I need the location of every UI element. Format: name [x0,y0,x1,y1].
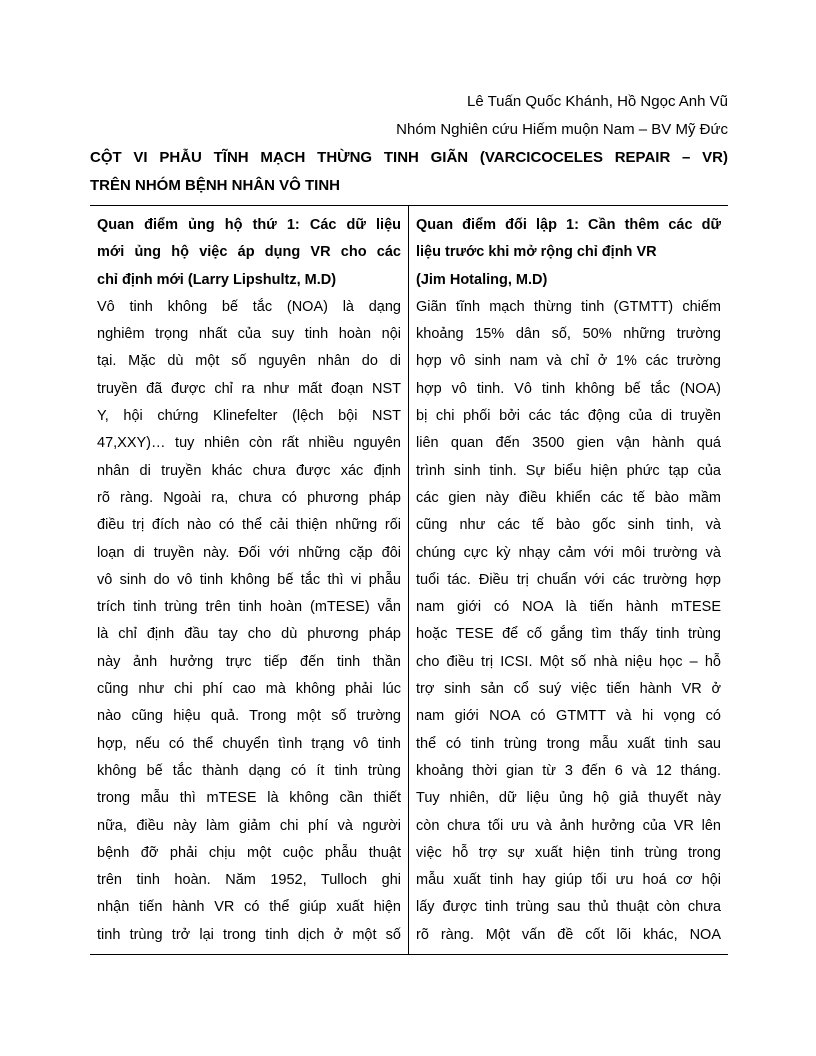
page-content [90,88,728,955]
text-line: nghiêm trọng nhất của suy tinh hoàn nội [97,326,401,343]
text-line: lấy được tinh trùng sau thủ thuật còn chưa [416,899,721,916]
text-line: trên tinh hoàn. Năm 1952, Tulloch ghi [97,872,401,889]
text-line: loạn di truyền này. Đối với những cặp đôi [97,544,401,561]
text-line: hợp vô sinh nam và chỉ ở 1% các trường [416,353,721,370]
text-line: khoảng 15% dân số, 50% những trường [416,326,721,343]
text-line: mẫu xuất tinh hay giúp tối ưu hoá cơ hội [416,872,721,889]
text-line: bị chi phối bởi các tác động của di truyền [416,408,721,425]
text-line: mới ủng hộ việc áp dụng VR cho các [97,244,401,261]
text-line: hoặc TESE để cố gắng tìm thấy tinh trùng [416,626,721,643]
text-line: Y, hội chứng Klinefelter (lệch bội NST [97,408,401,425]
text-line: trợ sinh sản cổ suý việc tiến hành VR ở [416,681,721,698]
text-line: liên quan đến 3500 gien vận hành quá [416,435,721,452]
text-line: chúng cực kỳ nhạy cảm với môi trường và [416,544,721,561]
paragraph [97,212,401,294]
table-body-right [416,294,721,949]
text-line: nam giới có NOA là tiến hành mTESE [416,599,721,616]
text-line: cho điều trị ICSI. Một số nhà niệu học – hỗ [416,653,721,670]
affiliation-line: Nhóm Nghiên cứu Hiếm muộn Nam – BV Mỹ Đức [396,121,728,138]
text-line: cũng như chi phí cao mà không phải lúc [97,681,401,698]
text-line: nam giới NOA có GTMTT và hi vọng có [416,708,721,725]
page-header [90,88,728,144]
text-line: Tuy nhiên, dữ liệu ủng hộ giả thuyết này [416,790,721,807]
comparison-table [90,205,728,955]
text-line: nữa, điều này làm giảm chi phí và người [97,817,401,834]
text-line: hợp, nếu có thể chuyển tình trạng vô tinh [97,735,401,752]
table-header-right [416,212,721,294]
table-header-left [97,212,401,294]
text-line: không bế tắc thành dạng có ít tinh trùng [97,762,401,779]
text-line: hợp vô tinh. Vô tinh không bế tắc (NOA) [416,380,721,397]
table-body-left [97,294,401,949]
text-line: tại. Mặc dù một số nguyên nhân do di [97,353,401,370]
text-line: 47,XXY)… tuy nhiên còn rất nhiều nguyên [97,435,401,452]
table-column-right [409,206,728,954]
text-line: TRÊN NHÓM BỆNH NHÂN VÔ TINH [90,177,340,194]
text-line: tinh trùng trở lại trong tinh dịch ở một số [97,926,401,943]
text-line: trích tinh trùng trên tinh hoàn (mTESE) vẫn [97,599,401,616]
text-line: (Jim Hotaling, M.D) [416,271,548,288]
text-line: Quan điểm đối lập 1: Cần thêm các dữ [416,217,721,233]
text-line: Giãn tĩnh mạch thừng tinh (GTMTT) chiếm [416,298,721,315]
text-line: khoảng thời gian từ 3 đến 6 và 12 tháng. [416,762,721,779]
paragraph [416,212,721,267]
table-column-left [90,206,409,954]
text-line: chỉ định mới (Larry Lipshultz, M.D) [97,271,337,288]
text-line: này ảnh hưởng trực tiếp đến tinh thần [97,653,401,670]
text-line: Quan điểm ủng hộ thứ 1: Các dữ liệu [97,217,401,233]
text-line: truyền đã được chỉ ra như mất đoạn NST [97,380,401,397]
text-line: các gien này điều khiển các tế bào mầm [416,489,721,506]
text-line: điều trị đích nào có thể cải thiện những rối [97,517,401,534]
text-line: vô sinh do vô tinh không bế tắc thì vi phẫu [97,571,401,588]
text-line: trình sinh tinh. Sự biểu hiện phức tạp của [416,462,721,479]
text-line: CỘT VI PHẪU TĨNH MẠCH THỪNG TINH GIÃN (VARCICOCELES REPAIR – VR) [90,149,728,166]
text-line: còn chưa tối ưu và ảnh hưởng của VR lên [416,817,721,834]
text-line: Vô tinh không bế tắc (NOA) là dạng [97,298,401,315]
text-line: rõ ràng. Ngoài ra, chưa có phương pháp [97,489,401,506]
text-line: việc hỗ trợ sự xuất hiện tinh trùng trong [416,844,721,861]
text-line: bệnh đỡ phải chịu một cuộc phẫu thuật [97,844,401,861]
text-line: rõ ràng. Một vấn đề cốt lõi khác, NOA [416,926,721,943]
authors-line: Lê Tuấn Quốc Khánh, Hồ Ngọc Anh Vũ [466,93,728,110]
text-line: tuổi tác. Điều trị chuẩn với các trường hợp [416,571,721,588]
text-line: nhận tiến hành VR có thể giúp xuất hiện [97,899,401,916]
text-line: nhân di truyền khác chưa được xác định [97,462,401,479]
document-title [90,144,728,200]
text-line: nào cũng hiệu quả. Trong một số trường [97,708,401,725]
text-line: là chỉ định đầu tay cho dù phương pháp [97,626,401,643]
text-line: thể có tinh trùng trong mẫu xuất tinh sau [416,735,721,752]
text-line: trong mẫu thì mTESE là không cần thiết [97,790,401,807]
text-line: cũng như các tế bào gốc sinh tinh, và [416,517,721,534]
paragraph [416,267,721,294]
text-line: liệu trước khi mở rộng chỉ định VR [416,244,657,261]
